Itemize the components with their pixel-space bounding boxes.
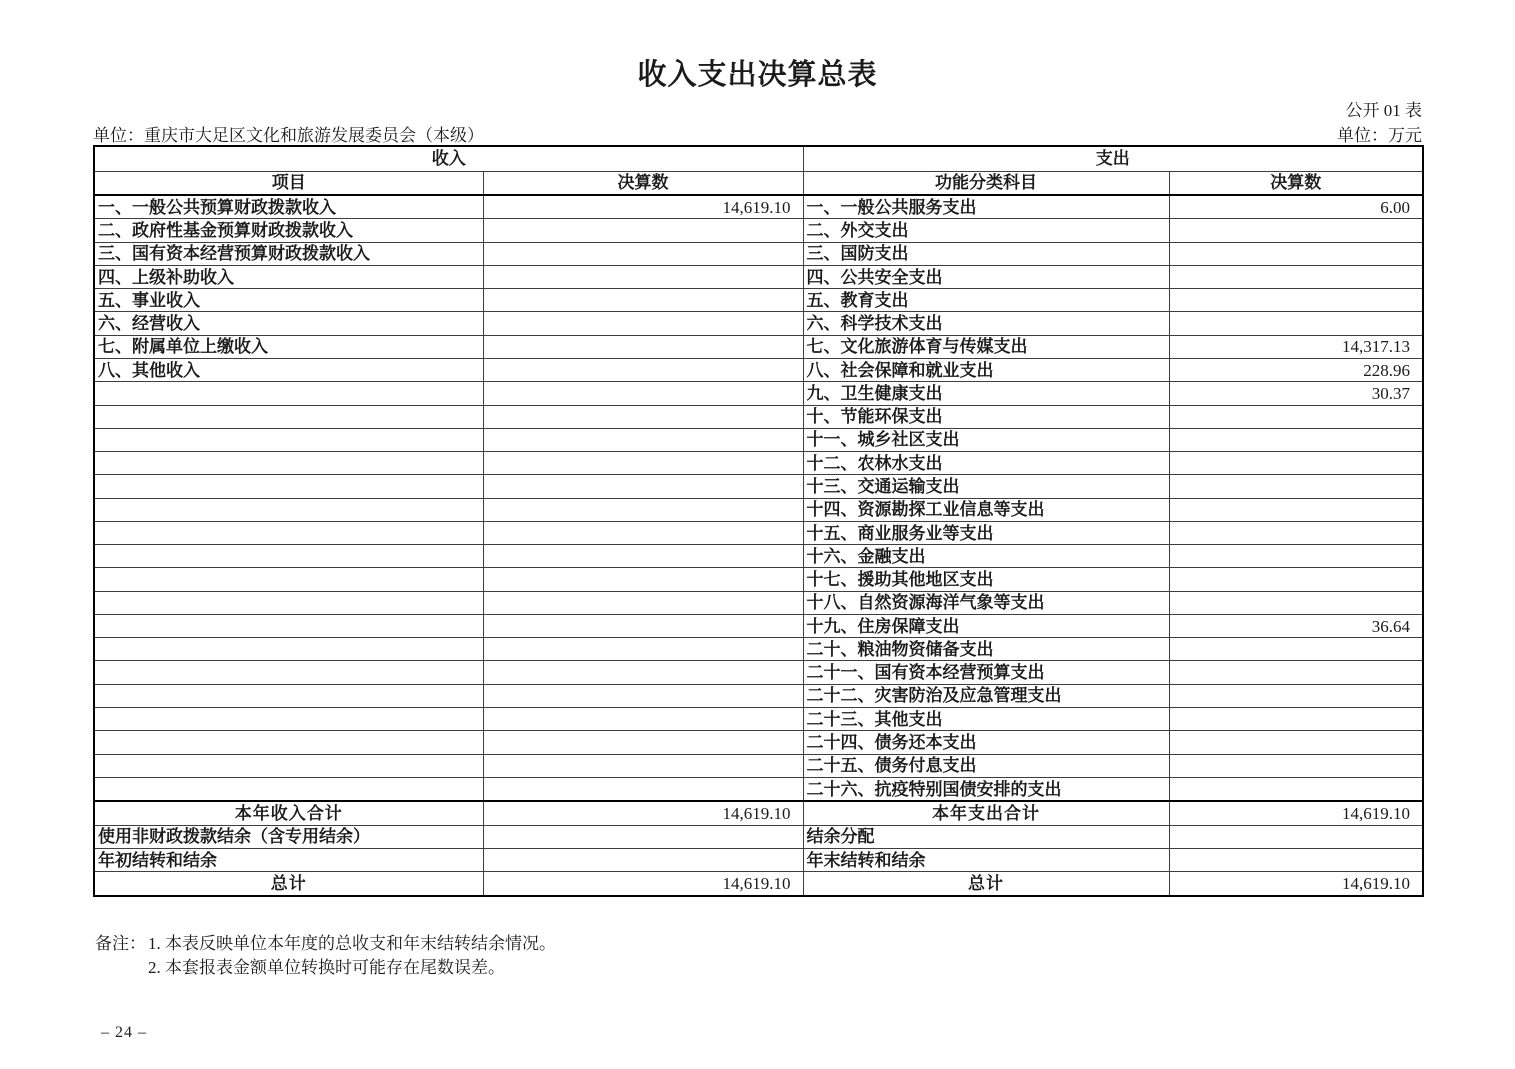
income-item-label: 四、上级补助收入 [94, 265, 483, 288]
expense-item-value [1169, 498, 1423, 521]
table-row [94, 428, 1423, 451]
income-item-value [483, 475, 803, 498]
table-row [94, 568, 1423, 591]
report-table [93, 145, 1424, 897]
col-header-amount: 决算数 [1169, 171, 1423, 195]
expense-item-value [1169, 661, 1423, 684]
note-line-2: 2. 本套报表金额单位转换时可能存在尾数误差。 [148, 958, 505, 977]
summary-row [94, 848, 1423, 871]
expense-item-label: 十六、金融支出 [803, 545, 1169, 568]
expense-item-value [1169, 219, 1423, 242]
summary-right-label: 年末结转和结余 [803, 848, 1169, 871]
summary-left-value [483, 825, 803, 848]
summary-left-label: 年初结转和结余 [94, 848, 483, 871]
expense-item-label: 二十五、债务付息支出 [803, 754, 1169, 777]
table-row [94, 708, 1423, 731]
income-item-label [94, 498, 483, 521]
table-row [94, 359, 1423, 382]
table-row [94, 475, 1423, 498]
expense-item-value [1169, 568, 1423, 591]
income-item-value [483, 614, 803, 637]
summary-right-label: 本年支出合计 [803, 801, 1169, 825]
income-item-label [94, 405, 483, 428]
summary-left-label: 使用非财政拨款结余（含专用结余） [94, 825, 483, 848]
report-table-wrap [93, 145, 1424, 897]
income-item-value [483, 359, 803, 382]
unit-name: 单位：重庆市大足区文化和旅游发展委员会（本级） [93, 126, 484, 145]
income-item-label [94, 731, 483, 754]
table-row [94, 521, 1423, 544]
expense-item-label: 五、教育支出 [803, 289, 1169, 312]
summary-right-label: 结余分配 [803, 825, 1169, 848]
income-item-value [483, 545, 803, 568]
table-row [94, 382, 1423, 405]
expense-item-label: 十五、商业服务业等支出 [803, 521, 1169, 544]
summary-left-label: 总计 [94, 872, 483, 896]
section-header-row [94, 146, 1423, 171]
expense-item-value [1169, 242, 1423, 265]
expense-item-value [1169, 777, 1423, 801]
income-item-label: 三、国有资本经营预算财政拨款收入 [94, 242, 483, 265]
income-item-value [483, 731, 803, 754]
income-item-value [483, 219, 803, 242]
summary-left-value [483, 848, 803, 871]
income-item-value [483, 335, 803, 358]
summary-left-value: 14,619.10 [483, 801, 803, 825]
expense-item-label: 十四、资源勘探工业信息等支出 [803, 498, 1169, 521]
notes-prefix: 备注： [95, 934, 146, 953]
expense-item-value: 14,317.13 [1169, 335, 1423, 358]
expense-item-label: 八、社会保障和就业支出 [803, 359, 1169, 382]
col-header-item: 项目 [94, 171, 483, 195]
expense-item-value [1169, 265, 1423, 288]
table-row [94, 498, 1423, 521]
expense-item-label: 二十四、债务还本支出 [803, 731, 1169, 754]
income-item-label [94, 452, 483, 475]
table-row [94, 614, 1423, 637]
expense-item-label: 四、公共安全支出 [803, 265, 1169, 288]
expense-item-label: 十、节能环保支出 [803, 405, 1169, 428]
income-item-value: 14,619.10 [483, 195, 803, 219]
summary-right-value: 14,619.10 [1169, 801, 1423, 825]
expense-item-value [1169, 289, 1423, 312]
table-row [94, 195, 1423, 219]
income-item-value [483, 452, 803, 475]
expense-item-value [1169, 312, 1423, 335]
income-item-label [94, 568, 483, 591]
table-row [94, 545, 1423, 568]
income-item-label [94, 545, 483, 568]
table-row [94, 289, 1423, 312]
note-line-1: 1. 本表反映单位本年度的总收支和年末结转结余情况。 [148, 934, 556, 953]
expense-item-value [1169, 428, 1423, 451]
currency-unit: 单位：万元 [1337, 126, 1422, 145]
expense-item-label: 十九、住房保障支出 [803, 614, 1169, 637]
income-item-label: 七、附属单位上缴收入 [94, 335, 483, 358]
table-row [94, 684, 1423, 707]
income-item-label: 一、一般公共预算财政拨款收入 [94, 195, 483, 219]
expense-item-value [1169, 638, 1423, 661]
expense-item-label: 十二、农林水支出 [803, 452, 1169, 475]
table-row [94, 265, 1423, 288]
income-item-value [483, 312, 803, 335]
income-item-label [94, 754, 483, 777]
expense-item-value [1169, 591, 1423, 614]
income-item-value [483, 661, 803, 684]
income-item-value [483, 754, 803, 777]
expense-item-label: 二十、粮油物资储备支出 [803, 638, 1169, 661]
expense-item-label: 二、外交支出 [803, 219, 1169, 242]
expense-item-label: 二十二、灾害防治及应急管理支出 [803, 684, 1169, 707]
income-item-label [94, 777, 483, 801]
table-row [94, 731, 1423, 754]
expense-item-label: 十八、自然资源海洋气象等支出 [803, 591, 1169, 614]
income-item-value [483, 708, 803, 731]
notes [95, 932, 556, 980]
income-item-value [483, 498, 803, 521]
expense-item-label: 二十六、抗疫特别国债安排的支出 [803, 777, 1169, 801]
expense-item-value [1169, 545, 1423, 568]
income-item-label: 八、其他收入 [94, 359, 483, 382]
expense-item-value [1169, 452, 1423, 475]
income-item-value [483, 382, 803, 405]
income-item-label: 六、经营收入 [94, 312, 483, 335]
table-row [94, 219, 1423, 242]
income-item-label: 二、政府性基金预算财政拨款收入 [94, 219, 483, 242]
summary-row [94, 825, 1423, 848]
expense-section-header: 支出 [803, 146, 1423, 171]
expense-item-value: 6.00 [1169, 195, 1423, 219]
income-item-label: 五、事业收入 [94, 289, 483, 312]
table-row [94, 638, 1423, 661]
expense-item-value [1169, 521, 1423, 544]
col-header-function: 功能分类科目 [803, 171, 1169, 195]
summary-right-label: 总计 [803, 872, 1169, 896]
expense-item-value [1169, 405, 1423, 428]
col-header-amount: 决算数 [483, 171, 803, 195]
table-row [94, 777, 1423, 801]
page-number: – 24 – [101, 1024, 147, 1041]
income-item-label [94, 708, 483, 731]
table-row [94, 452, 1423, 475]
expense-item-value [1169, 475, 1423, 498]
expense-item-label: 七、文化旅游体育与传媒支出 [803, 335, 1169, 358]
table-row [94, 754, 1423, 777]
summary-right-value [1169, 825, 1423, 848]
doc-label: 公开 01 表 [1345, 101, 1422, 120]
summary-row [94, 801, 1423, 825]
income-item-value [483, 684, 803, 707]
expense-item-label: 二十三、其他支出 [803, 708, 1169, 731]
expense-item-label: 六、科学技术支出 [803, 312, 1169, 335]
income-item-label [94, 521, 483, 544]
table-row [94, 661, 1423, 684]
income-item-label [94, 661, 483, 684]
expense-item-value [1169, 731, 1423, 754]
table-row [94, 405, 1423, 428]
summary-left-value: 14,619.10 [483, 872, 803, 896]
income-item-value [483, 777, 803, 801]
expense-item-label: 十七、援助其他地区支出 [803, 568, 1169, 591]
expense-item-label: 一、一般公共服务支出 [803, 195, 1169, 219]
income-item-value [483, 405, 803, 428]
summary-left-label: 本年收入合计 [94, 801, 483, 825]
income-item-value [483, 428, 803, 451]
table-row [94, 312, 1423, 335]
income-item-value [483, 242, 803, 265]
column-header-row [94, 171, 1423, 195]
income-item-value [483, 289, 803, 312]
income-item-label [94, 591, 483, 614]
expense-item-value [1169, 684, 1423, 707]
expense-item-label: 二十一、国有资本经营预算支出 [803, 661, 1169, 684]
income-item-value [483, 521, 803, 544]
expense-item-label: 九、卫生健康支出 [803, 382, 1169, 405]
expense-item-value: 228.96 [1169, 359, 1423, 382]
income-item-value [483, 568, 803, 591]
income-item-value [483, 591, 803, 614]
income-item-label [94, 382, 483, 405]
summary-row [94, 872, 1423, 896]
table-row [94, 335, 1423, 358]
expense-item-value: 36.64 [1169, 614, 1423, 637]
table-row [94, 591, 1423, 614]
page-title: 收入支出决算总表 [637, 59, 878, 91]
expense-item-label: 十三、交通运输支出 [803, 475, 1169, 498]
table-row [94, 242, 1423, 265]
income-item-value [483, 265, 803, 288]
expense-item-value [1169, 754, 1423, 777]
income-item-value [483, 638, 803, 661]
income-item-label [94, 428, 483, 451]
expense-item-value [1169, 708, 1423, 731]
income-item-label [94, 614, 483, 637]
expense-item-label: 十一、城乡社区支出 [803, 428, 1169, 451]
income-item-label [94, 475, 483, 498]
summary-right-value [1169, 848, 1423, 871]
summary-right-value: 14,619.10 [1169, 872, 1423, 896]
expense-item-label: 三、国防支出 [803, 242, 1169, 265]
unit-row [93, 121, 1422, 146]
income-section-header: 收入 [94, 146, 803, 171]
expense-item-value: 30.37 [1169, 382, 1423, 405]
income-item-label [94, 638, 483, 661]
income-item-label [94, 684, 483, 707]
